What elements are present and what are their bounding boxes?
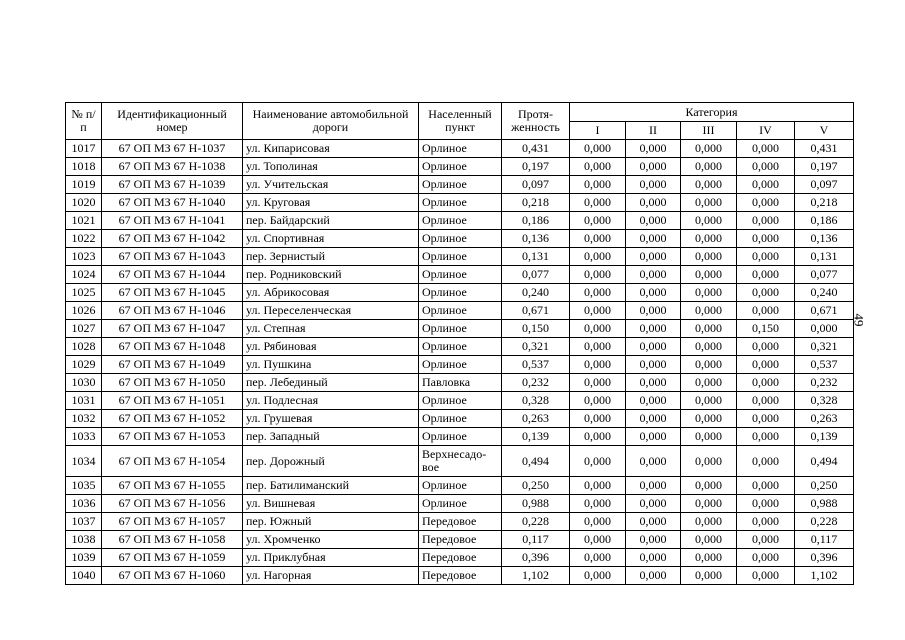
row-category-1: 0,000 bbox=[570, 428, 626, 446]
table-row bbox=[66, 513, 854, 531]
row-category-3: 0,000 bbox=[681, 356, 737, 374]
row-category-5: 0,197 bbox=[795, 158, 854, 176]
row-category-2: 0,000 bbox=[626, 266, 681, 284]
row-category-1: 0,000 bbox=[570, 567, 626, 585]
row-identifier: 67 ОП МЗ 67 Н-1044 bbox=[102, 266, 243, 284]
row-road-name: ул. Приклубная bbox=[243, 549, 419, 567]
table-row bbox=[66, 477, 854, 495]
row-number: 1025 bbox=[66, 284, 102, 302]
row-number: 1028 bbox=[66, 338, 102, 356]
row-length: 0,150 bbox=[502, 320, 570, 338]
row-road-name: ул. Хромченко bbox=[243, 531, 419, 549]
row-settlement: Верхнесадо-вое bbox=[419, 446, 502, 477]
row-identifier: 67 ОП МЗ 67 Н-1040 bbox=[102, 194, 243, 212]
row-category-4: 0,000 bbox=[737, 410, 795, 428]
row-identifier: 67 ОП МЗ 67 Н-1046 bbox=[102, 302, 243, 320]
table-row bbox=[66, 140, 854, 158]
row-category-1: 0,000 bbox=[570, 230, 626, 248]
row-category-1: 0,000 bbox=[570, 374, 626, 392]
row-identifier: 67 ОП МЗ 67 Н-1037 bbox=[102, 140, 243, 158]
table-row bbox=[66, 446, 854, 477]
row-number: 1018 bbox=[66, 158, 102, 176]
row-number: 1033 bbox=[66, 428, 102, 446]
row-identifier: 67 ОП МЗ 67 Н-1045 bbox=[102, 284, 243, 302]
row-category-4: 0,150 bbox=[737, 320, 795, 338]
header-category-v: V bbox=[795, 122, 854, 140]
table-row bbox=[66, 302, 854, 320]
row-number: 1023 bbox=[66, 248, 102, 266]
row-road-name: ул. Спортивная bbox=[243, 230, 419, 248]
header-settlement: Населенный пункт bbox=[419, 103, 502, 140]
row-category-3: 0,000 bbox=[681, 176, 737, 194]
row-identifier: 67 ОП МЗ 67 Н-1043 bbox=[102, 248, 243, 266]
row-road-name: ул. Кипарисовая bbox=[243, 140, 419, 158]
row-category-5: 0,000 bbox=[795, 320, 854, 338]
row-category-4: 0,000 bbox=[737, 549, 795, 567]
row-settlement: Орлиное bbox=[419, 140, 502, 158]
row-road-name: пер. Батилиманский bbox=[243, 477, 419, 495]
row-road-name: ул. Пушкина bbox=[243, 356, 419, 374]
row-category-4: 0,000 bbox=[737, 495, 795, 513]
table-row bbox=[66, 266, 854, 284]
row-category-3: 0,000 bbox=[681, 531, 737, 549]
row-category-3: 0,000 bbox=[681, 495, 737, 513]
row-identifier: 67 ОП МЗ 67 Н-1042 bbox=[102, 230, 243, 248]
row-category-1: 0,000 bbox=[570, 194, 626, 212]
row-category-3: 0,000 bbox=[681, 302, 737, 320]
row-category-5: 0,232 bbox=[795, 374, 854, 392]
row-settlement: Орлиное bbox=[419, 495, 502, 513]
row-settlement: Орлиное bbox=[419, 320, 502, 338]
row-category-5: 0,097 bbox=[795, 176, 854, 194]
row-length: 0,117 bbox=[502, 531, 570, 549]
row-category-2: 0,000 bbox=[626, 428, 681, 446]
row-category-5: 0,218 bbox=[795, 194, 854, 212]
table-row bbox=[66, 410, 854, 428]
row-category-4: 0,000 bbox=[737, 374, 795, 392]
row-category-3: 0,000 bbox=[681, 567, 737, 585]
row-category-3: 0,000 bbox=[681, 374, 737, 392]
row-number: 1034 bbox=[66, 446, 102, 477]
row-length: 0,537 bbox=[502, 356, 570, 374]
table-row bbox=[66, 248, 854, 266]
row-category-3: 0,000 bbox=[681, 446, 737, 477]
row-length: 0,321 bbox=[502, 338, 570, 356]
row-category-4: 0,000 bbox=[737, 513, 795, 531]
row-settlement: Орлиное bbox=[419, 338, 502, 356]
row-category-5: 0,988 bbox=[795, 495, 854, 513]
row-category-4: 0,000 bbox=[737, 284, 795, 302]
row-category-2: 0,000 bbox=[626, 176, 681, 194]
row-category-2: 0,000 bbox=[626, 410, 681, 428]
header-category-iv: IV bbox=[737, 122, 795, 140]
row-category-3: 0,000 bbox=[681, 212, 737, 230]
row-number: 1032 bbox=[66, 410, 102, 428]
table-row bbox=[66, 158, 854, 176]
row-category-2: 0,000 bbox=[626, 302, 681, 320]
row-settlement: Орлиное bbox=[419, 302, 502, 320]
row-category-3: 0,000 bbox=[681, 266, 737, 284]
row-category-5: 0,494 bbox=[795, 446, 854, 477]
row-number: 1039 bbox=[66, 549, 102, 567]
row-category-1: 0,000 bbox=[570, 392, 626, 410]
table-row bbox=[66, 392, 854, 410]
row-category-2: 0,000 bbox=[626, 194, 681, 212]
row-category-4: 0,000 bbox=[737, 428, 795, 446]
row-length: 0,197 bbox=[502, 158, 570, 176]
row-number: 1017 bbox=[66, 140, 102, 158]
row-category-1: 0,000 bbox=[570, 158, 626, 176]
row-category-3: 0,000 bbox=[681, 338, 737, 356]
row-category-3: 0,000 bbox=[681, 549, 737, 567]
row-category-5: 0,250 bbox=[795, 477, 854, 495]
row-category-2: 0,000 bbox=[626, 212, 681, 230]
row-length: 0,250 bbox=[502, 477, 570, 495]
table-row bbox=[66, 549, 854, 567]
row-category-2: 0,000 bbox=[626, 513, 681, 531]
row-settlement: Орлиное bbox=[419, 266, 502, 284]
row-settlement: Орлиное bbox=[419, 392, 502, 410]
header-length: Протя-женность bbox=[502, 103, 570, 140]
row-length: 0,186 bbox=[502, 212, 570, 230]
row-road-name: пер. Дорожный bbox=[243, 446, 419, 477]
row-category-1: 0,000 bbox=[570, 284, 626, 302]
row-identifier: 67 ОП МЗ 67 Н-1056 bbox=[102, 495, 243, 513]
row-category-4: 0,000 bbox=[737, 194, 795, 212]
row-length: 0,494 bbox=[502, 446, 570, 477]
table-row bbox=[66, 320, 854, 338]
row-identifier: 67 ОП МЗ 67 Н-1059 bbox=[102, 549, 243, 567]
row-settlement: Передовое bbox=[419, 531, 502, 549]
row-road-name: пер. Лебединый bbox=[243, 374, 419, 392]
row-category-2: 0,000 bbox=[626, 477, 681, 495]
row-length: 0,671 bbox=[502, 302, 570, 320]
road-registry-sheet bbox=[65, 102, 853, 585]
row-category-2: 0,000 bbox=[626, 158, 681, 176]
table-row bbox=[66, 567, 854, 585]
row-category-4: 0,000 bbox=[737, 266, 795, 284]
row-category-2: 0,000 bbox=[626, 356, 681, 374]
row-identifier: 67 ОП МЗ 67 Н-1053 bbox=[102, 428, 243, 446]
row-category-1: 0,000 bbox=[570, 338, 626, 356]
row-category-2: 0,000 bbox=[626, 284, 681, 302]
row-length: 0,263 bbox=[502, 410, 570, 428]
row-settlement: Орлиное bbox=[419, 230, 502, 248]
row-category-4: 0,000 bbox=[737, 356, 795, 374]
row-road-name: ул. Учительская bbox=[243, 176, 419, 194]
row-settlement: Передовое bbox=[419, 567, 502, 585]
row-number: 1026 bbox=[66, 302, 102, 320]
row-category-3: 0,000 bbox=[681, 230, 737, 248]
row-category-1: 0,000 bbox=[570, 176, 626, 194]
row-category-1: 0,000 bbox=[570, 477, 626, 495]
row-settlement: Орлиное bbox=[419, 477, 502, 495]
row-length: 0,396 bbox=[502, 549, 570, 567]
row-category-5: 0,186 bbox=[795, 212, 854, 230]
table-row bbox=[66, 495, 854, 513]
row-number: 1031 bbox=[66, 392, 102, 410]
row-category-1: 0,000 bbox=[570, 531, 626, 549]
row-category-3: 0,000 bbox=[681, 194, 737, 212]
row-category-1: 0,000 bbox=[570, 356, 626, 374]
table-row bbox=[66, 284, 854, 302]
row-category-4: 0,000 bbox=[737, 338, 795, 356]
row-identifier: 67 ОП МЗ 67 Н-1054 bbox=[102, 446, 243, 477]
row-length: 1,102 bbox=[502, 567, 570, 585]
row-identifier: 67 ОП МЗ 67 Н-1041 bbox=[102, 212, 243, 230]
row-identifier: 67 ОП МЗ 67 Н-1057 bbox=[102, 513, 243, 531]
row-settlement: Павловка bbox=[419, 374, 502, 392]
row-category-1: 0,000 bbox=[570, 410, 626, 428]
row-identifier: 67 ОП МЗ 67 Н-1048 bbox=[102, 338, 243, 356]
row-category-4: 0,000 bbox=[737, 531, 795, 549]
table-row bbox=[66, 176, 854, 194]
header-category-i: I bbox=[570, 122, 626, 140]
row-category-4: 0,000 bbox=[737, 477, 795, 495]
table-row bbox=[66, 230, 854, 248]
row-road-name: ул. Степная bbox=[243, 320, 419, 338]
row-category-2: 0,000 bbox=[626, 338, 681, 356]
row-category-4: 0,000 bbox=[737, 302, 795, 320]
row-category-2: 0,000 bbox=[626, 140, 681, 158]
row-road-name: ул. Переселенческая bbox=[243, 302, 419, 320]
row-category-1: 0,000 bbox=[570, 446, 626, 477]
row-settlement: Орлиное bbox=[419, 428, 502, 446]
row-road-name: ул. Круговая bbox=[243, 194, 419, 212]
row-length: 0,139 bbox=[502, 428, 570, 446]
row-settlement: Орлиное bbox=[419, 284, 502, 302]
row-length: 0,136 bbox=[502, 230, 570, 248]
row-category-2: 0,000 bbox=[626, 531, 681, 549]
row-category-3: 0,000 bbox=[681, 140, 737, 158]
row-settlement: Орлиное bbox=[419, 212, 502, 230]
row-category-5: 0,117 bbox=[795, 531, 854, 549]
row-category-4: 0,000 bbox=[737, 392, 795, 410]
row-identifier: 67 ОП МЗ 67 Н-1038 bbox=[102, 158, 243, 176]
row-number: 1036 bbox=[66, 495, 102, 513]
row-category-3: 0,000 bbox=[681, 248, 737, 266]
row-identifier: 67 ОП МЗ 67 Н-1039 bbox=[102, 176, 243, 194]
row-road-name: пер. Родниковский bbox=[243, 266, 419, 284]
row-category-4: 0,000 bbox=[737, 158, 795, 176]
row-length: 0,228 bbox=[502, 513, 570, 531]
row-category-2: 0,000 bbox=[626, 446, 681, 477]
row-identifier: 67 ОП МЗ 67 Н-1055 bbox=[102, 477, 243, 495]
row-settlement: Передовое bbox=[419, 549, 502, 567]
row-road-name: ул. Грушевая bbox=[243, 410, 419, 428]
row-number: 1021 bbox=[66, 212, 102, 230]
row-category-2: 0,000 bbox=[626, 495, 681, 513]
row-number: 1020 bbox=[66, 194, 102, 212]
row-category-2: 0,000 bbox=[626, 230, 681, 248]
table-row bbox=[66, 531, 854, 549]
row-category-5: 0,263 bbox=[795, 410, 854, 428]
row-road-name: пер. Западный bbox=[243, 428, 419, 446]
row-identifier: 67 ОП МЗ 67 Н-1052 bbox=[102, 410, 243, 428]
table-row bbox=[66, 194, 854, 212]
row-identifier: 67 ОП МЗ 67 Н-1050 bbox=[102, 374, 243, 392]
row-category-4: 0,000 bbox=[737, 446, 795, 477]
row-category-1: 0,000 bbox=[570, 212, 626, 230]
row-category-1: 0,000 bbox=[570, 495, 626, 513]
row-settlement: Орлиное bbox=[419, 176, 502, 194]
row-length: 0,131 bbox=[502, 248, 570, 266]
row-identifier: 67 ОП МЗ 67 Н-1051 bbox=[102, 392, 243, 410]
row-length: 0,077 bbox=[502, 266, 570, 284]
row-category-5: 0,077 bbox=[795, 266, 854, 284]
row-category-3: 0,000 bbox=[681, 158, 737, 176]
row-category-5: 0,328 bbox=[795, 392, 854, 410]
row-category-4: 0,000 bbox=[737, 567, 795, 585]
road-registry-table bbox=[65, 102, 854, 585]
table-row bbox=[66, 428, 854, 446]
row-number: 1038 bbox=[66, 531, 102, 549]
row-category-2: 0,000 bbox=[626, 320, 681, 338]
row-category-4: 0,000 bbox=[737, 248, 795, 266]
row-length: 0,097 bbox=[502, 176, 570, 194]
table-body bbox=[66, 140, 854, 585]
row-identifier: 67 ОП МЗ 67 Н-1060 bbox=[102, 567, 243, 585]
row-category-4: 0,000 bbox=[737, 230, 795, 248]
row-category-4: 0,000 bbox=[737, 176, 795, 194]
row-category-3: 0,000 bbox=[681, 284, 737, 302]
row-category-5: 0,671 bbox=[795, 302, 854, 320]
row-road-name: пер. Байдарский bbox=[243, 212, 419, 230]
row-category-5: 0,136 bbox=[795, 230, 854, 248]
header-category-iii: III bbox=[681, 122, 737, 140]
row-category-4: 0,000 bbox=[737, 212, 795, 230]
row-category-5: 0,139 bbox=[795, 428, 854, 446]
row-length: 0,988 bbox=[502, 495, 570, 513]
row-settlement: Орлиное bbox=[419, 158, 502, 176]
row-length: 0,218 bbox=[502, 194, 570, 212]
row-category-5: 0,321 bbox=[795, 338, 854, 356]
row-category-5: 0,396 bbox=[795, 549, 854, 567]
row-category-3: 0,000 bbox=[681, 428, 737, 446]
row-identifier: 67 ОП МЗ 67 Н-1047 bbox=[102, 320, 243, 338]
row-length: 0,431 bbox=[502, 140, 570, 158]
row-category-5: 1,102 bbox=[795, 567, 854, 585]
table-row bbox=[66, 338, 854, 356]
row-road-name: ул. Вишневая bbox=[243, 495, 419, 513]
row-category-5: 0,431 bbox=[795, 140, 854, 158]
row-length: 0,240 bbox=[502, 284, 570, 302]
row-settlement: Орлиное bbox=[419, 410, 502, 428]
row-category-5: 0,537 bbox=[795, 356, 854, 374]
row-category-3: 0,000 bbox=[681, 320, 737, 338]
row-road-name: пер. Зернистый bbox=[243, 248, 419, 266]
row-number: 1040 bbox=[66, 567, 102, 585]
header-identifier: Идентификационный номер bbox=[102, 103, 243, 140]
row-length: 0,232 bbox=[502, 374, 570, 392]
table-row bbox=[66, 356, 854, 374]
row-road-name: ул. Нагорная bbox=[243, 567, 419, 585]
row-number: 1035 bbox=[66, 477, 102, 495]
row-road-name: ул. Тополиная bbox=[243, 158, 419, 176]
header-number: № п/п bbox=[66, 103, 102, 140]
row-number: 1030 bbox=[66, 374, 102, 392]
row-category-3: 0,000 bbox=[681, 477, 737, 495]
row-category-5: 0,240 bbox=[795, 284, 854, 302]
row-number: 1024 bbox=[66, 266, 102, 284]
header-road-name: Наименование автомобильной дороги bbox=[243, 103, 419, 140]
row-length: 0,328 bbox=[502, 392, 570, 410]
row-number: 1019 bbox=[66, 176, 102, 194]
row-category-1: 0,000 bbox=[570, 140, 626, 158]
row-road-name: ул. Рябиновая bbox=[243, 338, 419, 356]
row-category-2: 0,000 bbox=[626, 374, 681, 392]
header-category: Категория bbox=[570, 103, 854, 122]
row-settlement: Орлиное bbox=[419, 356, 502, 374]
row-category-2: 0,000 bbox=[626, 549, 681, 567]
row-category-4: 0,000 bbox=[737, 140, 795, 158]
row-category-2: 0,000 bbox=[626, 248, 681, 266]
row-category-3: 0,000 bbox=[681, 410, 737, 428]
row-settlement: Орлиное bbox=[419, 248, 502, 266]
row-category-1: 0,000 bbox=[570, 302, 626, 320]
row-settlement: Передовое bbox=[419, 513, 502, 531]
row-category-3: 0,000 bbox=[681, 392, 737, 410]
table-row bbox=[66, 212, 854, 230]
row-identifier: 67 ОП МЗ 67 Н-1049 bbox=[102, 356, 243, 374]
row-road-name: пер. Южный bbox=[243, 513, 419, 531]
row-road-name: ул. Абрикосовая bbox=[243, 284, 419, 302]
row-category-5: 0,228 bbox=[795, 513, 854, 531]
row-category-3: 0,000 bbox=[681, 513, 737, 531]
row-category-1: 0,000 bbox=[570, 320, 626, 338]
row-category-1: 0,000 bbox=[570, 549, 626, 567]
table-row bbox=[66, 374, 854, 392]
row-identifier: 67 ОП МЗ 67 Н-1058 bbox=[102, 531, 243, 549]
row-category-2: 0,000 bbox=[626, 567, 681, 585]
page-number: 49 bbox=[851, 313, 867, 327]
row-number: 1027 bbox=[66, 320, 102, 338]
row-number: 1022 bbox=[66, 230, 102, 248]
row-category-1: 0,000 bbox=[570, 266, 626, 284]
row-road-name: ул. Подлесная bbox=[243, 392, 419, 410]
header-category-ii: II bbox=[626, 122, 681, 140]
row-number: 1037 bbox=[66, 513, 102, 531]
row-category-5: 0,131 bbox=[795, 248, 854, 266]
row-settlement: Орлиное bbox=[419, 194, 502, 212]
row-category-1: 0,000 bbox=[570, 248, 626, 266]
row-category-1: 0,000 bbox=[570, 513, 626, 531]
row-category-2: 0,000 bbox=[626, 392, 681, 410]
row-number: 1029 bbox=[66, 356, 102, 374]
